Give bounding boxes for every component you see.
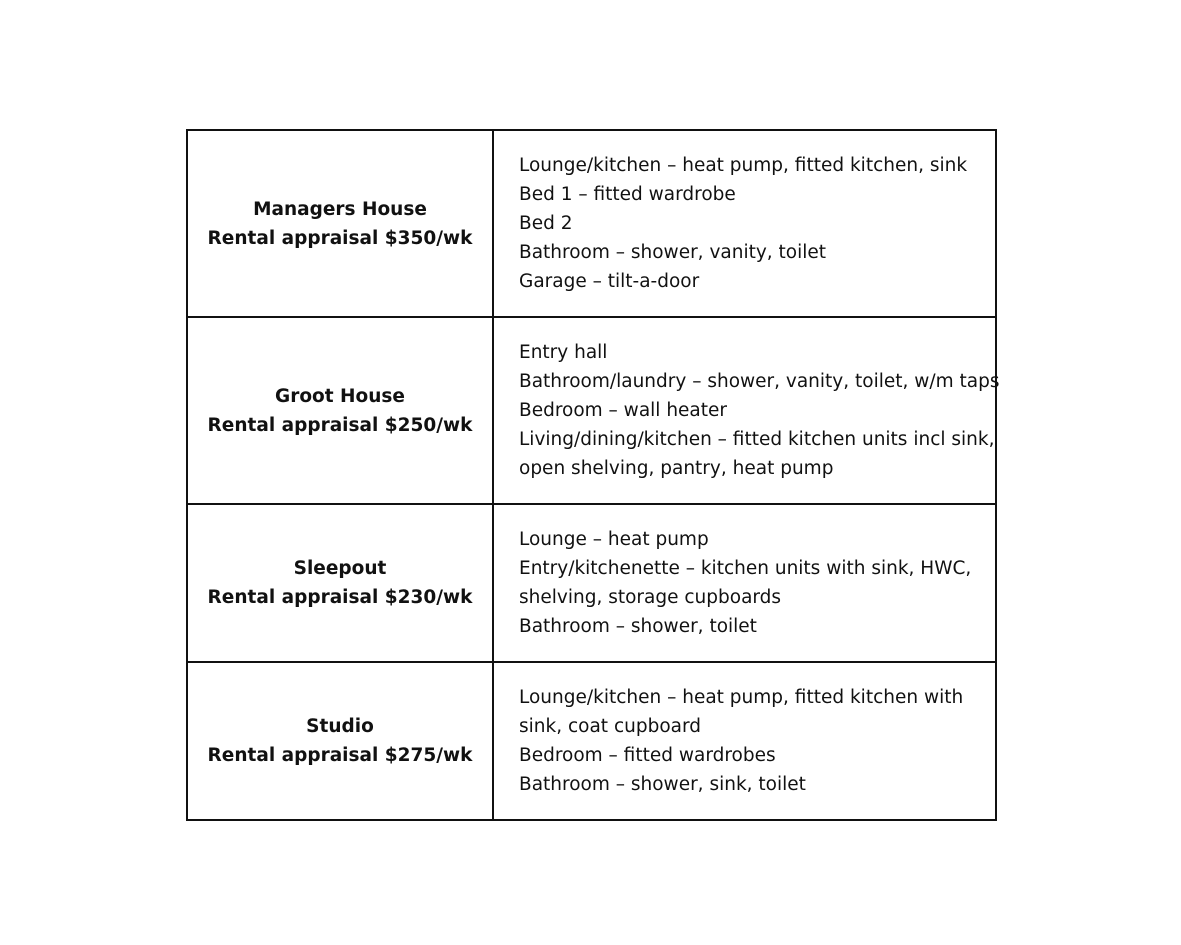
room-line: Living/dining/kitchen – fitted kitchen units incl sink, <box>519 429 995 450</box>
property-name: Sleepout <box>293 558 387 579</box>
room-line: Bedroom – wall heater <box>519 400 727 421</box>
property-name-cell <box>187 317 493 504</box>
room-line: Lounge/kitchen – heat pump, fitted kitchen with <box>519 687 964 708</box>
property-name-cell <box>187 130 493 317</box>
room-line: open shelving, pantry, heat pump <box>519 458 834 479</box>
room-line: Bathroom – shower, toilet <box>519 616 757 637</box>
room-line: Bathroom – shower, vanity, toilet <box>519 242 827 263</box>
rooms-cell <box>493 504 996 662</box>
rental-appraisal: Rental appraisal $230/wk <box>207 587 473 608</box>
room-line: Bedroom – fitted wardrobes <box>519 745 776 766</box>
property-name: Managers House <box>253 198 427 220</box>
room-line: Garage – tilt-a-door <box>519 271 700 292</box>
room-line: Entry/kitchenette – kitchen units with sink, HWC, <box>519 558 972 579</box>
property-name-cell <box>187 662 493 820</box>
table-row <box>187 130 996 317</box>
table-row <box>187 317 996 504</box>
room-line: shelving, storage cupboards <box>519 587 782 608</box>
room-line: Bed 1 – fitted wardrobe <box>519 184 736 205</box>
room-line: Entry hall <box>519 342 608 363</box>
rooms-cell <box>493 662 996 820</box>
rental-appraisal: Rental appraisal $250/wk <box>207 414 473 436</box>
rental-appraisal: Rental appraisal $350/wk <box>207 227 473 249</box>
rooms-cell <box>493 317 1000 504</box>
property-name: Studio <box>306 716 374 737</box>
rooms-cell <box>493 130 996 317</box>
property-table <box>186 129 1000 821</box>
room-line: Lounge/kitchen – heat pump, fitted kitchen, sink <box>519 155 968 176</box>
room-line: sink, coat cupboard <box>519 716 702 737</box>
property-name: Groot House <box>275 385 405 407</box>
table-row <box>187 662 996 820</box>
room-line: Bathroom – shower, sink, toilet <box>519 774 806 795</box>
property-name-cell <box>187 504 493 662</box>
table-row <box>187 504 996 662</box>
room-line: Bathroom/laundry – shower, vanity, toilet, w/m taps <box>519 371 1000 392</box>
room-line: Lounge – heat pump <box>519 529 709 550</box>
rental-appraisal: Rental appraisal $275/wk <box>207 745 473 766</box>
room-line: Bed 2 <box>519 213 573 234</box>
